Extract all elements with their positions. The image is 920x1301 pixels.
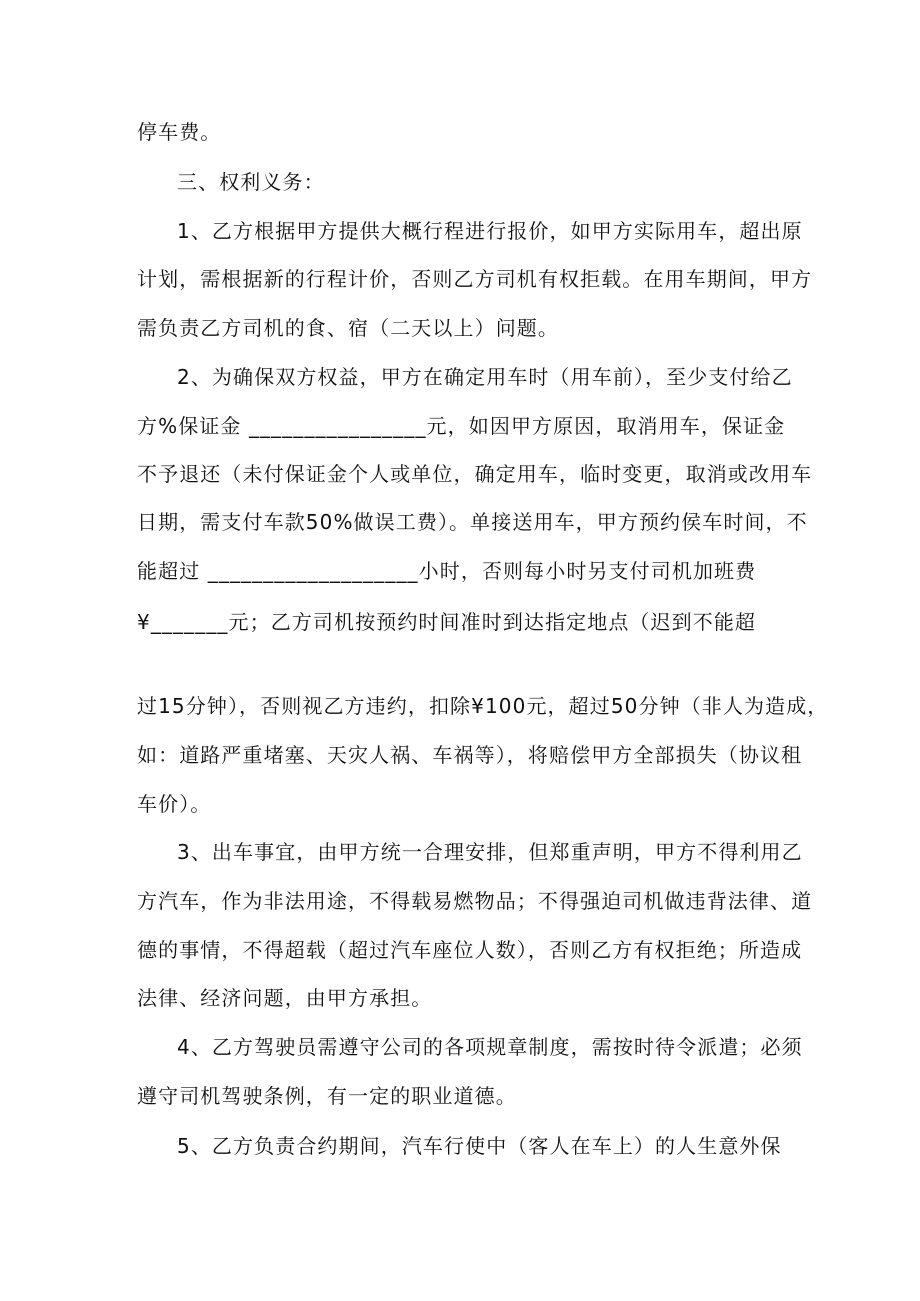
text-line: 5、乙方负责合约期间，汽车行使中（客人在车上）的人生意外保 xyxy=(177,1134,782,1158)
text-line: 如：道路严重堵塞、天灾人祸、车祸等），将赔偿甲方全部损失（协议租 xyxy=(137,743,803,767)
text-line: 能超过 ___________________小时，否则每小时另支付司机加班费 xyxy=(137,559,757,583)
text-line: ¥_______元；乙方司机按预约时间准时到达指定地点（迟到不能超 xyxy=(137,610,757,634)
text-line: 停车费。 xyxy=(137,120,222,144)
text-line: 方汽车，作为非法用途，不得载易燃物品；不得强迫司机做违背法律、道 xyxy=(137,889,813,913)
text-line: 法律、经济问题，由甲方承担。 xyxy=(137,986,433,1010)
text-line: 不予退还（未付保证金个人或单位，确定用车，临时变更，取消或改用车 xyxy=(137,462,813,486)
text-line: 需负责乙方司机的食、宿（二天以上）问题。 xyxy=(137,316,559,340)
text-line: 方%保证金 ________________元，如因甲方原因，取消用车，保证金 xyxy=(137,414,786,438)
text-line: 过15分钟），否则视乙方违约，扣除¥100元，超过50分钟（非人为造成， xyxy=(137,694,829,718)
text-line: 计划，需根据新的行程计价，否则乙方司机有权拒载。在用车期间，甲方 xyxy=(137,267,813,291)
text-line: 1、乙方根据甲方提供大概行程进行报价，如甲方实际用车，超出原 xyxy=(177,219,803,243)
text-line: 2、为确保双方权益，甲方在确定用车时（用车前），至少支付给乙 xyxy=(177,365,793,389)
text-line: 日期，需支付车款50%做误工费）。单接送用车，甲方预约侯车时间，不 xyxy=(137,510,808,534)
text-line: 德的事情，不得超载（超过汽车座位人数），否则乙方有权拒绝；所造成 xyxy=(137,938,803,962)
text-line: 车价）。 xyxy=(137,792,212,816)
text-line: 3、出车事宜，由甲方统一合理安排，但郑重声明，甲方不得利用乙 xyxy=(177,840,803,864)
text-line: 遵守司机驾驶条例，有一定的职业道德。 xyxy=(137,1084,517,1108)
section-heading: 三、权利义务： xyxy=(177,170,325,194)
text-line: 4、乙方驾驶员需遵守公司的各项规章制度，需按时待令派遣；必须 xyxy=(177,1035,803,1059)
